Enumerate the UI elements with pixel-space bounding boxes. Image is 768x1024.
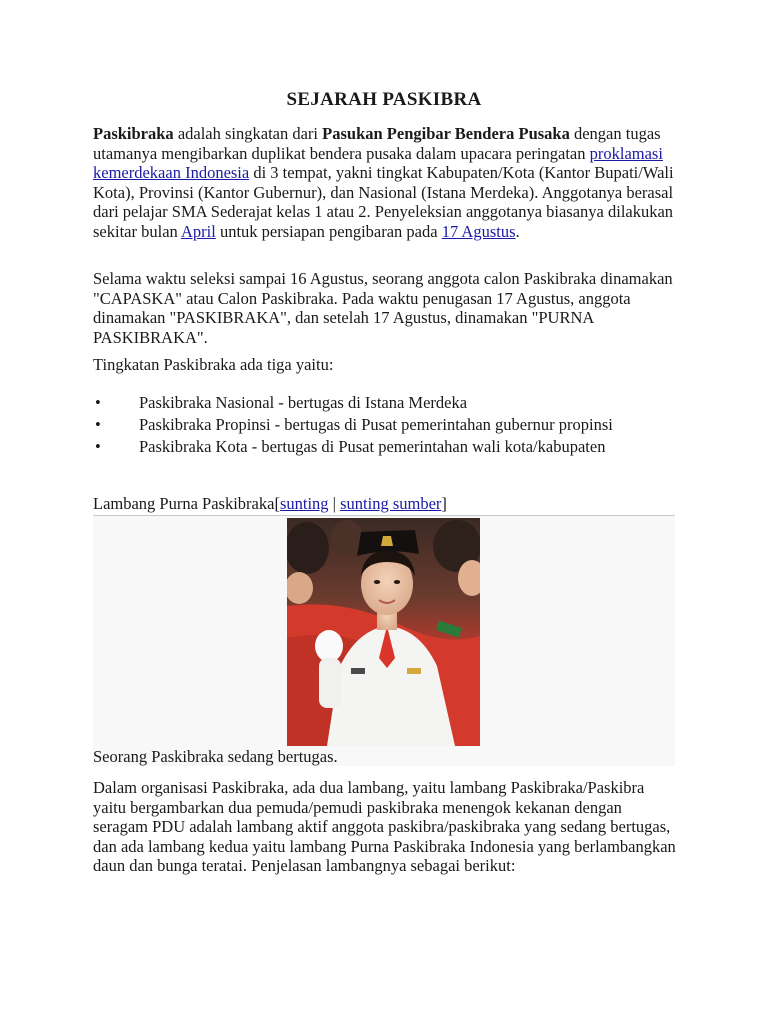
figure (93, 516, 675, 766)
list-item-text: Paskibraka Kota - bertugas di Pusat pemerintahan wali kota/kabupaten (139, 437, 606, 456)
intro-text-2: dengan tugas utamanya mengibarkan duplikat bendera pusaka dalam upacara peringatan (93, 124, 661, 163)
list-item-text: Paskibraka Nasional - bertugas di Istana Merdeka (139, 393, 468, 412)
levels-list (93, 393, 678, 459)
separator: | (328, 494, 341, 513)
intro-text-5: . (515, 221, 520, 241)
term-paskibraka: Paskibraka (93, 124, 174, 143)
link-17-agustus[interactable]: 17 Agustus (441, 221, 516, 241)
bullet-icon: • (95, 393, 101, 412)
page-title: SEJARAH PASKIBRA (286, 89, 482, 110)
intro-text-1: adalah singkatan dari (173, 124, 323, 143)
intro-paragraph (93, 124, 678, 241)
figure-caption: Seorang Paskibraka sedang bertugas. (93, 747, 338, 766)
link-proklamasi[interactable]: proklamasi kemerdekaan Indonesia (93, 143, 663, 182)
bullet-icon: • (95, 437, 101, 456)
edit-source-link[interactable]: sunting sumber (340, 494, 442, 513)
paskibraka-photo[interactable] (287, 518, 480, 746)
symbols-paragraph: Dalam organisasi Paskibraka, ada dua lambang, yaitu lambang Paskibraka/Paskibra yaitu bergambarkan dua pemuda/pemudi paskibraka menengok kekanan dengan seragam PDU adalah lambang aktif anggota paskibra/paskibraka yang sedang bertugas, dan ada lambang kedua yaitu lambang Purna Paskibraka Indonesia yang berlambangkan daun dan bunga teratai. Penjelasan lambangnya sebagai berikut: (93, 778, 676, 875)
section-heading (93, 494, 675, 516)
link-april[interactable]: April (180, 221, 216, 241)
bullet-icon: • (95, 415, 101, 434)
term-full-name: Pasukan Pengibar Bendera Pusaka (322, 124, 570, 143)
bracket-open: [ (274, 494, 280, 513)
bracket-close: ] (441, 494, 447, 513)
list-item-text: Paskibraka Propinsi - bertugas di Pusat pemerintahan gubernur propinsi (139, 415, 613, 434)
section-title: Lambang Purna Paskibraka (93, 494, 275, 513)
intro-text-3: di 3 tempat, yakni tingkat Kabupaten/Kota (Kantor Bupati/Wali Kota), Provinsi (Kantor Gubernur), dan Nasional (Istana Merdeka). Anggotanya berasal dari pelajar SMA Sederajat kelas 1 atau 2. Penyeleksian anggotanya biasanya dilakukan sekitar bulan (93, 163, 674, 241)
list-item (93, 437, 678, 459)
intro-text-4: untuk persiapan pengibaran pada (215, 221, 442, 241)
list-item (93, 415, 678, 437)
selection-paragraph: Selama waktu seleksi sampai 16 Agustus, seorang anggota calon Paskibraka dinamakan "CAPASKA" atau Calon Paskibraka. Pada waktu penugasan 17 Agustus, anggota dinamakan "PASKIBRAKA", dan setelah 17 Agustus, dinamakan "PURNA PASKIBRAKA". (93, 269, 673, 347)
edit-link[interactable]: sunting (279, 494, 329, 513)
list-item (93, 393, 678, 415)
levels-intro: Tingkatan Paskibraka ada tiga yaitu: (93, 355, 334, 374)
